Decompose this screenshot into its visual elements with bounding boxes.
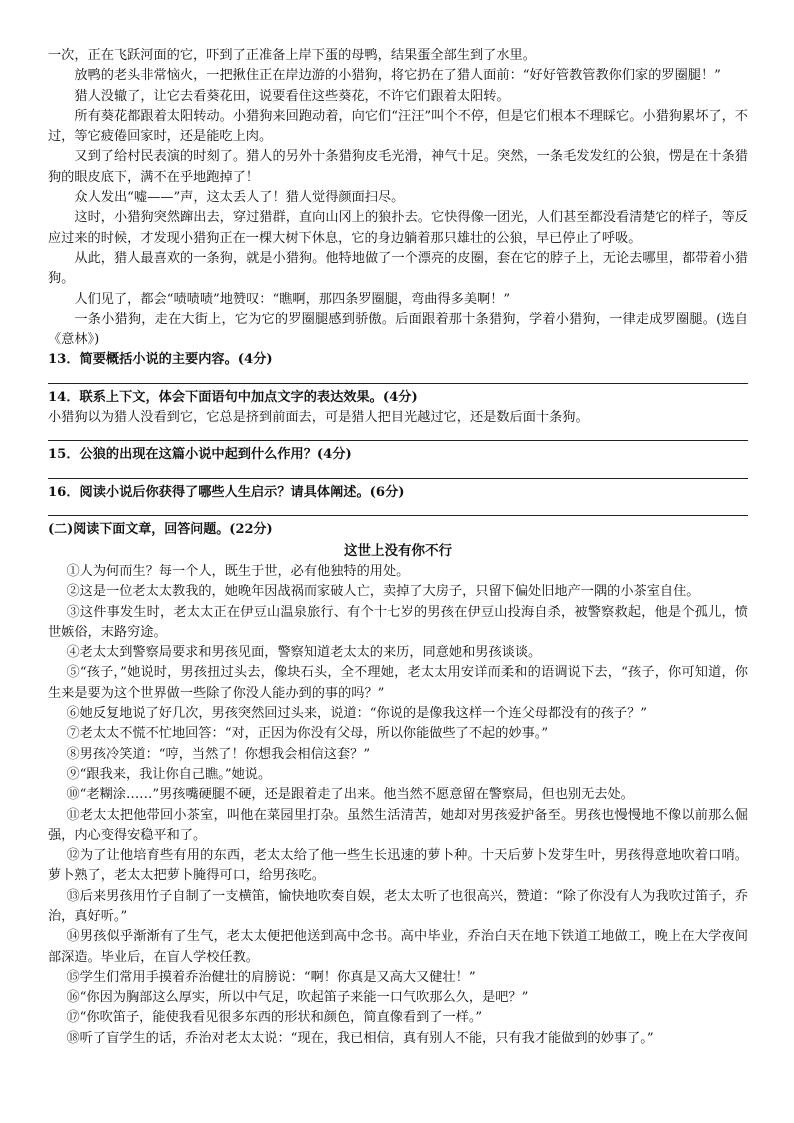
story-paragraph: 人们见了，都会“啧啧啧”地赞叹：“瞧啊，那四条罗圈腿，弯曲得多美啊！” xyxy=(74,291,511,307)
answer-line[interactable] xyxy=(48,373,748,384)
story-paragraph: 放鸭的老头非常恼火，一把揪住正在岸边游的小猎狗，将它扔在了猎人面前：“好好管教管教你们家的罗圈腿！” xyxy=(74,68,721,84)
question-quote: 小猎狗以为猎人没看到它，它总是挤到前面去，可是猎人把目光越过它，还是数后面十条狗。 xyxy=(48,410,589,426)
article-paragraph: ⑯“你因为胸部这么厚实，所以中气足，吹起笛子来能一口气吹那么久，是吧？” xyxy=(66,990,529,1006)
question-prompt: 15．公狼的出现在这篇小说中起到什么作用？(4分) xyxy=(48,447,352,463)
story-paragraph: 众人发出“嘘——”声，这太丢人了！猎人觉得颜面扫尽。 xyxy=(74,190,405,206)
answer-line[interactable] xyxy=(48,505,748,516)
article-title: 这世上没有你不行 xyxy=(344,542,452,559)
story-paragraph: 从此，猎人最喜欢的一条狗，就是小猎狗。他特地做了一个漂亮的皮圈，套在它的脖子上，无论去哪里，都带着小猎狗。 xyxy=(48,250,748,287)
article-paragraph: ⑬后来男孩用竹子自制了一支横笛，愉快地吹奏自娱，老太太听了也很高兴，赞道：“除了你没有人为我吹过笛子，乔治，真好听。” xyxy=(48,888,748,924)
article-paragraph: ⑦老太太不慌不忙地回答：“对，正因为你没有父母，所以你能做些了不起的妙事。” xyxy=(66,726,549,742)
story-paragraph: 一次，正在飞跃河面的它，吓到了正准备上岸下蛋的母鸭，结果蛋全部生到了水里。 xyxy=(48,48,536,63)
answer-line[interactable] xyxy=(48,430,748,441)
article-body xyxy=(48,562,748,1049)
story-paragraph: 又到了给村民表演的时刻了。猎人的另外十条猎狗皮毛光滑，神气十足。突然，一条毛发发红的公狼，愣是在十条猎狗的眼皮底下，满不在乎地跑掉了！ xyxy=(48,149,748,185)
article-paragraph: ⑪老太太把他带回小茶室，叫他在菜园里打杂。虽然生活清苦，她却对男孩爱护备至。男孩也慢慢地不像以前那么倔强，内心变得安稳平和了。 xyxy=(48,807,748,843)
article-paragraph: ⑰“你吹笛子，能使我看见很多东西的形状和颜色，简直像看到了一样。” xyxy=(66,1010,483,1026)
article-paragraph: ⑧男孩冷笑道：“哼，当然了！你想我会相信这套？” xyxy=(66,746,371,762)
article-paragraph: ⑨“跟我来，我让你自己瞧。”她说。 xyxy=(66,766,272,782)
article-paragraph: ④老太太到警察局要求和男孩见面，警察知道老太太的来历，同意她和男孩谈谈。 xyxy=(66,645,542,661)
article-paragraph: ⑤“孩子，”她说时，男孩扭过头去，像块石头，全不理她，老太太用安详而柔和的语调说下去，“孩子，你可知道，你生来是要为这个世界做一些除了你没人能办到的事的吗？” xyxy=(48,665,748,701)
section-heading: (二)阅读下面文章，回答问题。(22分) xyxy=(48,521,273,537)
question-prompt: 16．阅读小说后你获得了哪些人生启示？请具体阐述。(6分) xyxy=(48,484,405,500)
question-block xyxy=(48,350,748,515)
story-paragraph: 一条小猎狗，走在大街上，它为它的罗圈腿感到骄傲。后面跟着那十条猎狗，学着小猎狗，一律走成罗圈腿。(选自《意林》) xyxy=(48,311,748,348)
article-paragraph: ⑫为了让他培育些有用的东西，老太太给了他一些生长迅速的萝卜种。十天后萝卜发芽生叶，男孩得意地吹着口哨。萝卜熟了，老太太把萝卜腌得可口，给男孩吃。 xyxy=(48,848,748,884)
story-paragraph: 所有葵花都跟着太阳转动。小猎狗来回跑动着，向它们“汪汪”叫个不停，但是它们根本不理睬它。小猎狗累坏了，不过，等它疲倦回家时，还是能吃上肉。 xyxy=(48,108,748,145)
question-prompt: 13．简要概括小说的主要内容。(4分) xyxy=(48,352,273,368)
article-paragraph: ①人为何而生？每一个人，既生于世，必有他独特的用处。 xyxy=(66,563,410,579)
article-paragraph: ⑮学生们常用手摸着乔治健壮的肩膀说：“啊！你真是又高大又健壮！” xyxy=(66,969,476,985)
answer-line[interactable] xyxy=(48,468,748,479)
question-prompt: 14．联系上下文，体会下面语句中加点文字的表达效果。(4分) xyxy=(48,389,418,405)
story-passage xyxy=(48,46,748,350)
story-paragraph: 猎人没辙了，让它去看葵花田，说要看住这些葵花，不许它们跟着太阳转。 xyxy=(74,88,510,104)
exam-page xyxy=(48,46,748,1049)
article-paragraph: ②这是一位老太太教我的，她晚年因战祸而家破人亡，卖掉了大房子，只留下偏处旧地产一隅的小茶室自住。 xyxy=(66,584,700,600)
article-paragraph: ⑥她反复地说了好几次，男孩突然回过头来，说道：“你说的是像我这样一个连父母都没有的孩子？” xyxy=(66,706,648,722)
article-paragraph: ⑭男孩似乎渐渐有了生气，老太太便把他送到高中念书。高中毕业，乔治白天在地下铁道工地做工，晚上在大学夜间部深造。毕业后，在盲人学校任教。 xyxy=(48,929,748,965)
story-paragraph: 这时，小猎狗突然蹿出去，穿过猎群，直向山冈上的狼扑去。它快得像一团光，人们甚至都没看清楚它的样子，等反应过来的时候，才发现小猎狗正在一棵大树下休息，它的身边躺着那只雄壮的公狼，早已停止了呼吸。 xyxy=(48,210,748,246)
article-paragraph: ⑩“老糊涂……”男孩嘴硬腿不硬，还是跟着走了出来。他当然不愿意留在警察局，但也别无去处。 xyxy=(66,787,634,803)
article-paragraph: ⑱听了盲学生的话，乔治对老太太说：“现在，我已相信，真有别人不能，只有我才能做到的妙事了。” xyxy=(66,1030,654,1046)
article-paragraph: ③这件事发生时，老太太正在伊豆山温泉旅行、有个十七岁的男孩在伊豆山投海自杀，被警察救起，他是个孤儿，愤世嫉俗，末路穷途。 xyxy=(48,604,748,640)
